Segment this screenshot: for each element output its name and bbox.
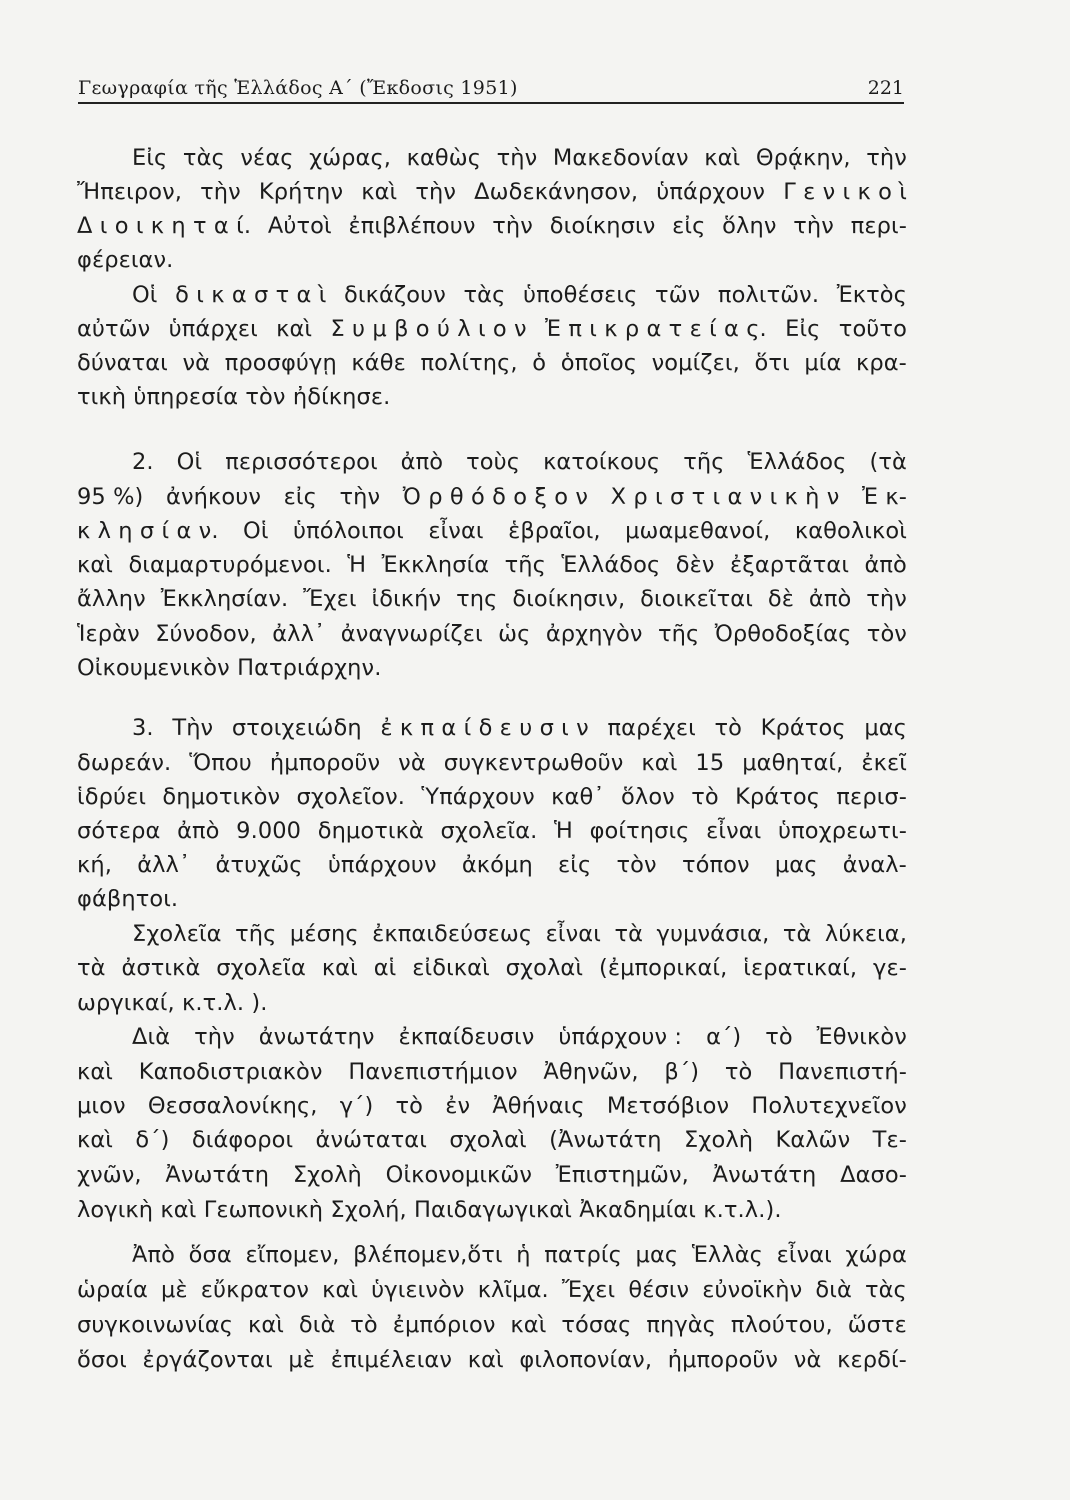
word: τὴν bbox=[866, 145, 907, 171]
word: ἀπὸ bbox=[808, 586, 852, 612]
word: Σχολή, bbox=[330, 1197, 407, 1223]
word: ἀλλ᾽ bbox=[137, 852, 191, 878]
word: ἐπιβλέπουν bbox=[348, 213, 476, 239]
word: σχολεῖα. bbox=[440, 818, 538, 844]
word: τὸν bbox=[866, 621, 907, 647]
word: τὰ bbox=[782, 921, 812, 947]
word: Ἔχει bbox=[303, 586, 357, 612]
text-line bbox=[132, 1020, 907, 1054]
word: τὸ bbox=[714, 715, 742, 741]
word: ἀνήκουν bbox=[166, 484, 262, 510]
word: γ΄) bbox=[339, 1093, 374, 1119]
word: 15 bbox=[695, 750, 725, 776]
word: εἶναι bbox=[776, 1242, 832, 1268]
word: εἶναι bbox=[545, 921, 601, 947]
word: διοικεῖται bbox=[640, 586, 753, 612]
word: Ἐ κ- bbox=[862, 484, 907, 510]
word: μας bbox=[864, 715, 907, 741]
word: Δασο- bbox=[840, 1162, 907, 1188]
word: Ἐπιστημῶν, bbox=[555, 1162, 689, 1188]
word: σχολεῖα bbox=[216, 955, 306, 981]
word: Γ ε ν ι κ ο ὶ bbox=[783, 179, 907, 205]
word: Τὴν bbox=[172, 715, 214, 741]
word: τοὺς bbox=[466, 449, 521, 475]
word: σότερα bbox=[77, 818, 161, 844]
page-number: 221 bbox=[867, 77, 904, 99]
word: τῆς bbox=[235, 921, 277, 947]
word: ἐπιμέλειαν bbox=[330, 1347, 453, 1373]
word: ἑβραῖοι, bbox=[508, 518, 601, 544]
word: εὐνοϊκὴν bbox=[702, 1277, 803, 1303]
text-line bbox=[132, 1238, 907, 1272]
word: καὶ bbox=[704, 145, 741, 171]
word: ἀπὸ bbox=[177, 818, 220, 844]
word: ἡ bbox=[516, 1242, 531, 1268]
word: μία bbox=[804, 350, 842, 376]
word: νομίζει, bbox=[651, 350, 740, 376]
word: τὸ bbox=[395, 1093, 424, 1119]
word: τῶν bbox=[655, 282, 701, 308]
word: ἀτυχῶς bbox=[215, 852, 303, 878]
word: Γεωπονικὴ bbox=[203, 1197, 324, 1223]
text-line bbox=[132, 278, 907, 312]
word: δ΄) bbox=[135, 1127, 170, 1153]
word: μας bbox=[635, 1242, 679, 1268]
word: ἀνωτάτην bbox=[258, 1024, 375, 1050]
word: ἐκεῖ bbox=[861, 750, 907, 776]
word: τὴν bbox=[200, 179, 241, 205]
text-line bbox=[77, 1308, 907, 1342]
word: διαμαρτυρόμενοι. bbox=[128, 552, 332, 578]
word: 95 %) bbox=[77, 484, 144, 510]
word: ὅτι bbox=[754, 350, 790, 376]
word: Ἔχει bbox=[561, 1277, 616, 1303]
word: τικὴ bbox=[77, 384, 127, 410]
word: Μακεδονίαν bbox=[552, 145, 689, 171]
word: Σύνοδον, bbox=[155, 621, 257, 647]
word: ἠδίκησε. bbox=[292, 384, 391, 410]
word: εἴπομεν, bbox=[245, 1242, 340, 1268]
word: καὶ bbox=[467, 1347, 504, 1373]
word: τὸν bbox=[245, 384, 286, 410]
word: πλούτου, bbox=[730, 1312, 833, 1338]
word: Ἐ π ι κ ρ α τ ε ί α ς. bbox=[545, 316, 767, 342]
word: β΄) bbox=[664, 1059, 700, 1085]
text-line bbox=[77, 1089, 907, 1123]
word: ὅλον bbox=[621, 784, 675, 810]
word: Σχολὴ bbox=[292, 1162, 362, 1188]
word: ἰδικήν bbox=[371, 586, 442, 612]
text-line bbox=[77, 175, 907, 209]
text-line bbox=[77, 548, 907, 582]
word: Ἑλλάδος bbox=[747, 449, 847, 475]
word: ὑπηρεσία bbox=[133, 384, 239, 410]
word: ἄλλην bbox=[77, 586, 146, 612]
word: τὸ bbox=[724, 1059, 753, 1085]
word: νὰ bbox=[182, 350, 211, 376]
word: ὅσα bbox=[188, 1242, 232, 1268]
word: Καλῶν bbox=[775, 1127, 851, 1153]
word: Μετσόβιον bbox=[606, 1093, 730, 1119]
word: Θεσσαλονίκης, bbox=[147, 1093, 318, 1119]
word: ὑγιεινὸν bbox=[371, 1277, 465, 1303]
word: διὰ bbox=[815, 1277, 852, 1303]
word: 2. bbox=[132, 449, 154, 475]
word: ἀρχηγὸν bbox=[545, 621, 643, 647]
word: μαθηταί, bbox=[742, 750, 844, 776]
word: ἐν bbox=[445, 1093, 471, 1119]
word: φάβητοι. bbox=[77, 886, 179, 912]
word: Σχολὴ bbox=[684, 1127, 754, 1153]
word: Οἰκονομικῶν bbox=[385, 1162, 533, 1188]
word: εὔκρατον bbox=[200, 1277, 309, 1303]
word: 9.000 bbox=[236, 818, 302, 844]
word: ἐκπαιδεύσεως bbox=[372, 921, 533, 947]
word: ἐργάζονται bbox=[142, 1347, 273, 1373]
word: εἰδικαὶ bbox=[412, 955, 490, 981]
running-title: Γεωγραφία τῆς Ἑλλάδος Α΄ (Ἔκδοσις 1951) bbox=[78, 77, 518, 99]
word: α΄) bbox=[706, 1024, 742, 1050]
word: τὴν bbox=[496, 145, 538, 171]
text-line bbox=[132, 711, 907, 745]
word: Χ ρ ι σ τ ι α ν ι κ ὴ ν bbox=[610, 484, 840, 510]
word: ἀπὸ bbox=[400, 449, 444, 475]
word: Οἰκουμενικὸν Πατριάρχην. bbox=[77, 655, 382, 681]
word: μὲ bbox=[160, 1277, 188, 1303]
word: ἠμποροῦν bbox=[667, 1347, 779, 1373]
word: τὴν bbox=[492, 213, 533, 239]
text-line bbox=[77, 1158, 907, 1192]
word: Ἐκκλησία bbox=[381, 552, 490, 578]
word: τὴν bbox=[793, 213, 834, 239]
word: καὶ bbox=[510, 1312, 547, 1338]
word: ἱδρύει bbox=[77, 784, 147, 810]
word: Παιδαγωγικαὶ bbox=[414, 1197, 572, 1223]
text-line bbox=[77, 1343, 907, 1377]
word: ὅσοι bbox=[77, 1347, 127, 1373]
text-line bbox=[132, 141, 907, 175]
word: σχολεῖον. bbox=[296, 784, 406, 810]
word: ἱερατικαί, bbox=[743, 955, 858, 981]
word: δημοτικὸν bbox=[162, 784, 281, 810]
word: δύναται bbox=[77, 350, 168, 376]
word: (Ἀνωτάτη bbox=[549, 1127, 662, 1153]
word: εἰς bbox=[672, 213, 706, 239]
word: ὑπάρχουν bbox=[327, 852, 437, 878]
word: ὥστε bbox=[847, 1312, 907, 1338]
word: δωρεάν. bbox=[77, 750, 172, 776]
word: ἐξαρτᾶται bbox=[729, 552, 850, 578]
word: νὰ bbox=[793, 1347, 822, 1373]
text-line bbox=[77, 582, 907, 616]
word: ἀναλ- bbox=[842, 852, 907, 878]
word: μωαμεθανοί, bbox=[625, 518, 771, 544]
word: κερδί- bbox=[837, 1347, 907, 1373]
word: λογικὴ bbox=[77, 1197, 154, 1223]
word: εἰς bbox=[283, 484, 317, 510]
word: εἰς bbox=[558, 852, 592, 878]
word: ἀστικὰ bbox=[121, 955, 201, 981]
text-line bbox=[77, 514, 907, 548]
word: καὶ bbox=[361, 179, 398, 205]
word: λύκεια, bbox=[824, 921, 907, 947]
word: Ἑλλάδος bbox=[561, 552, 661, 578]
word: Σ υ μ β ο ύ λ ι ο ν bbox=[330, 316, 527, 342]
word: καὶ bbox=[160, 1197, 197, 1223]
word: τὰς bbox=[463, 282, 506, 308]
word: τοῦτο bbox=[838, 316, 907, 342]
text-line bbox=[77, 814, 907, 848]
word: Οἱ bbox=[176, 449, 203, 475]
word: Ὀ ρ θ ό δ ο ξ ο ν bbox=[402, 484, 589, 510]
word: Διὰ bbox=[132, 1024, 171, 1050]
word: δικάζουν bbox=[344, 282, 446, 308]
text-line bbox=[77, 951, 907, 985]
word: ἀναγνωρίζει bbox=[340, 621, 483, 647]
word: Ἤπειρον, bbox=[77, 179, 182, 205]
word: κ.τ.λ.). bbox=[703, 1197, 782, 1223]
word: τὰ bbox=[77, 955, 106, 981]
word: πηγὰς bbox=[646, 1312, 716, 1338]
word: κλῖμα. bbox=[477, 1277, 549, 1303]
word: ὅλην bbox=[722, 213, 777, 239]
text-line bbox=[77, 746, 907, 780]
word: τὸ bbox=[350, 1312, 378, 1338]
word: Ἀθήναις bbox=[492, 1093, 585, 1119]
word: προσφύγῃ bbox=[224, 350, 337, 376]
text-line bbox=[77, 380, 907, 414]
word: κατοίκους bbox=[543, 449, 661, 475]
word: χνῶν, bbox=[77, 1162, 142, 1188]
text-line bbox=[77, 346, 907, 380]
word: Τε- bbox=[872, 1127, 907, 1153]
word: ὡς bbox=[498, 621, 531, 647]
word: της bbox=[456, 586, 498, 612]
word: τῆς bbox=[658, 621, 700, 647]
word: Ἱερὰν bbox=[77, 621, 140, 647]
word: ἀλλ᾽ bbox=[272, 621, 326, 647]
word: ἐκπαίδευσιν bbox=[398, 1024, 535, 1050]
word: περισσότεροι bbox=[225, 449, 378, 475]
word: διοίκησιν, bbox=[512, 586, 626, 612]
word: ὑποχρεωτι- bbox=[778, 818, 907, 844]
word: δὲ bbox=[767, 586, 794, 612]
word: Καποδιστριακὸν bbox=[138, 1059, 323, 1085]
word: κ λ η σ ί α ν. bbox=[77, 518, 219, 544]
word: Ὑπάρχουν bbox=[421, 784, 535, 810]
word: νέας bbox=[240, 145, 294, 171]
word: Θρᾴκην, bbox=[755, 145, 851, 171]
word: Ὅπου bbox=[189, 750, 252, 776]
word: φοίτησις bbox=[589, 818, 690, 844]
word: πολίτης, bbox=[420, 350, 518, 376]
word: καθολικοὶ bbox=[794, 518, 907, 544]
word: δὲν bbox=[675, 552, 715, 578]
word: Κρήτην bbox=[258, 179, 344, 205]
word: συγκεντρωθοῦν bbox=[443, 750, 624, 776]
word: καὶ bbox=[322, 1277, 359, 1303]
word: (ἐμπορικαί, bbox=[598, 955, 728, 981]
word: Ἡ bbox=[347, 552, 367, 578]
text-line bbox=[77, 848, 907, 882]
word: Ἀθηνῶν, bbox=[543, 1059, 639, 1085]
text-line bbox=[77, 243, 907, 277]
word: χώρας, bbox=[309, 145, 392, 171]
word: Δωδεκάνησον, bbox=[474, 179, 639, 205]
word: μὲ bbox=[288, 1347, 316, 1373]
word: πολιτῶν. bbox=[717, 282, 820, 308]
text-line bbox=[77, 480, 907, 514]
word: ὑπάρχουν : bbox=[558, 1024, 683, 1050]
word: τῆς bbox=[683, 449, 725, 475]
word: τὰ bbox=[614, 921, 644, 947]
text-line bbox=[77, 1123, 907, 1157]
word: φιλοπονίαν, bbox=[519, 1347, 653, 1373]
word: Κράτος bbox=[760, 715, 846, 741]
page-header bbox=[78, 72, 904, 104]
word: εἶναι bbox=[706, 818, 762, 844]
word: περι- bbox=[850, 213, 907, 239]
word: Εἰς bbox=[132, 145, 168, 171]
word: τὴν bbox=[339, 484, 381, 510]
word: περισ- bbox=[836, 784, 907, 810]
word: καὶ bbox=[641, 750, 678, 776]
word: αἱ bbox=[373, 955, 397, 981]
word: καὶ bbox=[77, 1127, 114, 1153]
word: τὴν bbox=[194, 1024, 235, 1050]
text-line bbox=[77, 1055, 907, 1089]
word: φέρειαν. bbox=[77, 247, 174, 273]
word: Ἀπὸ bbox=[132, 1242, 176, 1268]
word: αὐτῶν bbox=[77, 316, 151, 342]
word: καὶ bbox=[77, 1059, 114, 1085]
word: συγκοινωνίας bbox=[77, 1312, 234, 1338]
word: ὑπόλοιποι bbox=[293, 518, 404, 544]
text-line bbox=[77, 209, 907, 243]
word: 3. bbox=[132, 715, 154, 741]
word: Οἱ bbox=[132, 282, 158, 308]
word: εἶναι bbox=[428, 518, 484, 544]
word: Ἀκαδημίαι bbox=[579, 1197, 697, 1223]
word: Ἀνωτάτη bbox=[712, 1162, 817, 1188]
word: Οἱ bbox=[243, 518, 269, 544]
word: Κράτος bbox=[735, 784, 821, 810]
word: θέσιν bbox=[628, 1277, 690, 1303]
word: ὡραία bbox=[77, 1277, 148, 1303]
word: τὸ bbox=[765, 1024, 793, 1050]
word: ὑπάρχει bbox=[168, 316, 258, 342]
word: κή, bbox=[77, 852, 112, 878]
word: γυμνάσια, bbox=[656, 921, 770, 947]
word: καὶ bbox=[77, 552, 114, 578]
word: δημοτικὰ bbox=[317, 818, 424, 844]
word: ἀκόμη bbox=[461, 852, 533, 878]
word: τόπον bbox=[681, 852, 750, 878]
word: τόσας bbox=[561, 1312, 632, 1338]
word: τῆς bbox=[504, 552, 546, 578]
text-line bbox=[132, 445, 907, 479]
word: τὴν bbox=[866, 586, 907, 612]
word: τὰς bbox=[864, 1277, 907, 1303]
word: ὑπάρχουν bbox=[656, 179, 766, 205]
word: Ἐθνικὸν bbox=[816, 1024, 907, 1050]
word: Δ ι ο ι κ η τ α ί. bbox=[77, 213, 252, 239]
word: Ἀνωτάτη bbox=[165, 1162, 270, 1188]
word: κρα- bbox=[856, 350, 907, 376]
word: Εἰς bbox=[785, 316, 821, 342]
word: κάθε bbox=[351, 350, 406, 376]
word: Αὐτοὶ bbox=[267, 213, 332, 239]
word: ὑποθέσεις bbox=[523, 282, 638, 308]
text-line bbox=[77, 312, 907, 346]
word: τὴν bbox=[415, 179, 457, 205]
word: ὁποῖος bbox=[560, 350, 638, 376]
word: καὶ bbox=[247, 1312, 284, 1338]
word: καθὼς bbox=[406, 145, 482, 171]
text-line bbox=[77, 986, 907, 1020]
word: διάφοροι bbox=[191, 1127, 294, 1153]
word: σχολαὶ bbox=[505, 955, 584, 981]
word: πατρίς bbox=[544, 1242, 622, 1268]
word: μας bbox=[774, 852, 818, 878]
text-line bbox=[77, 651, 907, 685]
text-line bbox=[77, 882, 907, 916]
word: καὶ bbox=[276, 316, 313, 342]
word: Σχολεῖα bbox=[132, 921, 222, 947]
word: (τὰ bbox=[869, 449, 907, 475]
word: νὰ bbox=[398, 750, 426, 776]
text-line bbox=[77, 780, 907, 814]
word: Ἑλλὰς bbox=[691, 1242, 763, 1268]
text-line bbox=[77, 617, 907, 651]
word: καθ᾽ bbox=[551, 784, 605, 810]
word: τὸν bbox=[616, 852, 657, 878]
word: ωργικαί, κ.τ.λ. ). bbox=[77, 990, 268, 1016]
word: μιον bbox=[77, 1093, 126, 1119]
word: ἐμπόριον bbox=[392, 1312, 496, 1338]
word: Ὀρθοδοξίας bbox=[714, 621, 852, 647]
word: Ἡ bbox=[554, 818, 573, 844]
word: ἀνώταται bbox=[315, 1127, 427, 1153]
text-line bbox=[77, 1193, 907, 1227]
word: παρέχει bbox=[607, 715, 696, 741]
word: Ἐκκλησίαν. bbox=[160, 586, 289, 612]
word: μέσης bbox=[289, 921, 359, 947]
word: βλέπομεν,ὅτι bbox=[353, 1242, 503, 1268]
word: σχολαὶ bbox=[449, 1127, 527, 1153]
word: τὰς bbox=[182, 145, 225, 171]
word: γε- bbox=[873, 955, 907, 981]
word: διοίκησιν bbox=[549, 213, 656, 239]
word: ἠμποροῦν bbox=[269, 750, 381, 776]
word: καὶ bbox=[321, 955, 358, 981]
word: διὰ bbox=[298, 1312, 336, 1338]
word: Πανεπιστήμιον bbox=[348, 1059, 518, 1085]
word: Πολυτεχνεῖον bbox=[751, 1093, 907, 1119]
word: ὁ bbox=[532, 350, 547, 376]
word: στοιχειώδη bbox=[231, 715, 362, 741]
word: ἀπὸ bbox=[864, 552, 907, 578]
word: δ ι κ α σ τ α ὶ bbox=[175, 282, 327, 308]
word: χώρα bbox=[845, 1242, 907, 1268]
word: Ἐκτὸς bbox=[836, 282, 907, 308]
word: Πανεπιστή- bbox=[778, 1059, 907, 1085]
text-line bbox=[77, 1273, 907, 1307]
word: τὸ bbox=[691, 784, 719, 810]
text-line bbox=[132, 917, 907, 951]
word: ἐ κ π α ί δ ε υ σ ι ν bbox=[380, 715, 589, 741]
